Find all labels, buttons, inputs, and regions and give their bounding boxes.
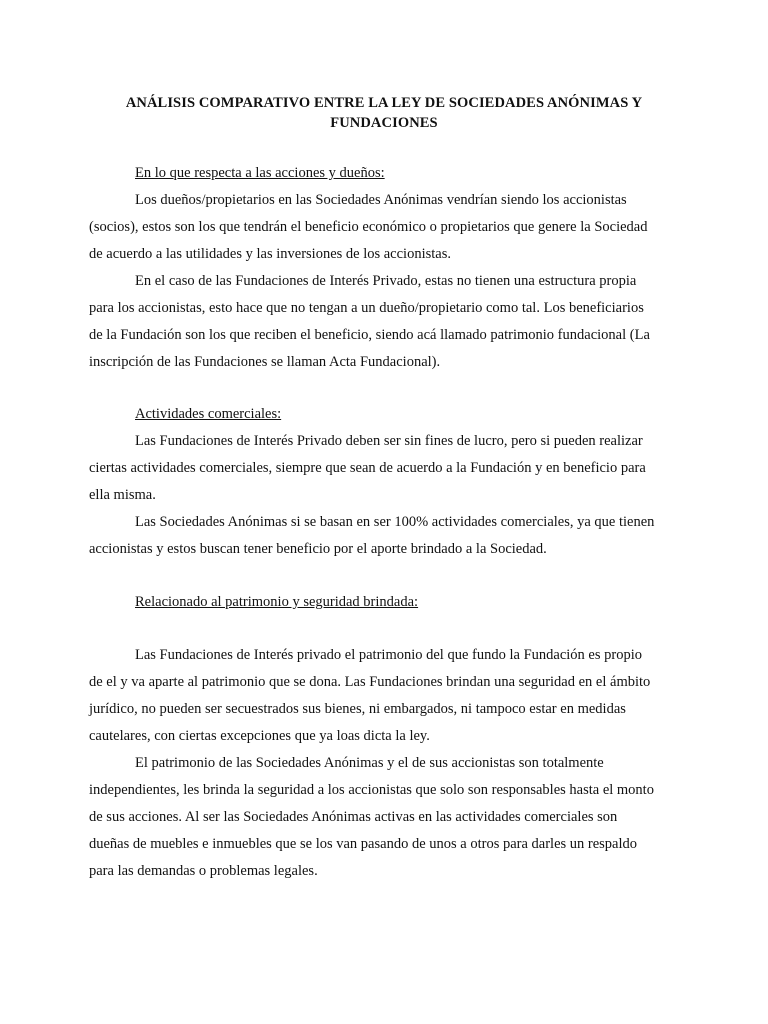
paragraph-line: Las Fundaciones de Interés Privado deben ser sin fines de lucro, pero si pueden realizar xyxy=(135,433,643,449)
paragraph-line: accionistas y estos buscan tener beneficio por el aporte brindado a la Sociedad. xyxy=(89,541,547,557)
paragraph-line: jurídico, no pueden ser secuestrados sus bienes, ni embargados, ni tampoco estar en medidas xyxy=(89,701,626,717)
paragraph-line: (socios), estos son los que tendrán el beneficio económico o propietarios que genere la Sociedad xyxy=(89,219,648,235)
paragraph-line: ciertas actividades comerciales, siempre que sean de acuerdo a la Fundación y en beneficio para xyxy=(89,460,646,476)
section-heading-actividades: Actividades comerciales: xyxy=(135,406,282,422)
section-heading-patrimonio: Relacionado al patrimonio y seguridad brindada: xyxy=(135,594,419,610)
document-title xyxy=(92,93,676,133)
paragraph-line: de el y va aparte al patrimonio que se dona. Las Fundaciones brindan una seguridad en el ámbito xyxy=(89,674,651,690)
paragraph-line: Las Sociedades Anónimas si se basan en ser 100% actividades comerciales, ya que tienen xyxy=(135,514,655,530)
section-heading-acciones: En lo que respecta a las acciones y dueños: xyxy=(135,165,385,181)
paragraph-line: de sus acciones. Al ser las Sociedades Anónimas activas en las actividades comerciales son xyxy=(89,809,618,825)
paragraph-line: para los accionistas, esto hace que no tengan a un dueño/propietario como tal. Los beneficiarios xyxy=(89,300,644,316)
title-line-1: ANÁLISIS COMPARATIVO ENTRE LA LEY DE SOCIEDADES ANÓNIMAS Y xyxy=(125,95,643,111)
paragraph-line: cautelares, con ciertas excepciones que ya loas dicta la ley. xyxy=(89,728,430,744)
paragraph-line: dueñas de muebles e inmuebles que se los van pasando de unos a otros para darles un respaldo xyxy=(89,836,638,852)
paragraph-line: de acuerdo a las utilidades y las inversiones de los accionistas. xyxy=(89,246,451,262)
paragraph-line: de la Fundación son los que reciben el beneficio, siendo acá llamado patrimonio fundacional (La xyxy=(89,327,650,343)
title-line-2: FUNDACIONES xyxy=(330,115,438,131)
paragraph-line: Las Fundaciones de Interés privado el patrimonio del que fundo la Fundación es propio xyxy=(135,647,642,663)
paragraph-line: ella misma. xyxy=(89,487,156,503)
paragraph-line: para las demandas o problemas legales. xyxy=(89,863,318,879)
paragraph-line: Los dueños/propietarios en las Sociedades Anónimas vendrían siendo los accionistas xyxy=(135,192,627,208)
paragraph-line: El patrimonio de las Sociedades Anónimas y el de sus accionistas son totalmente xyxy=(135,755,604,771)
paragraph-line: En el caso de las Fundaciones de Interés Privado, estas no tienen una estructura propia xyxy=(135,273,637,289)
paragraph-line: independientes, les brinda la seguridad a los accionistas que solo son responsables hasta el monto xyxy=(89,782,654,798)
paragraph-line: inscripción de las Fundaciones se llaman Acta Fundacional). xyxy=(89,354,441,370)
